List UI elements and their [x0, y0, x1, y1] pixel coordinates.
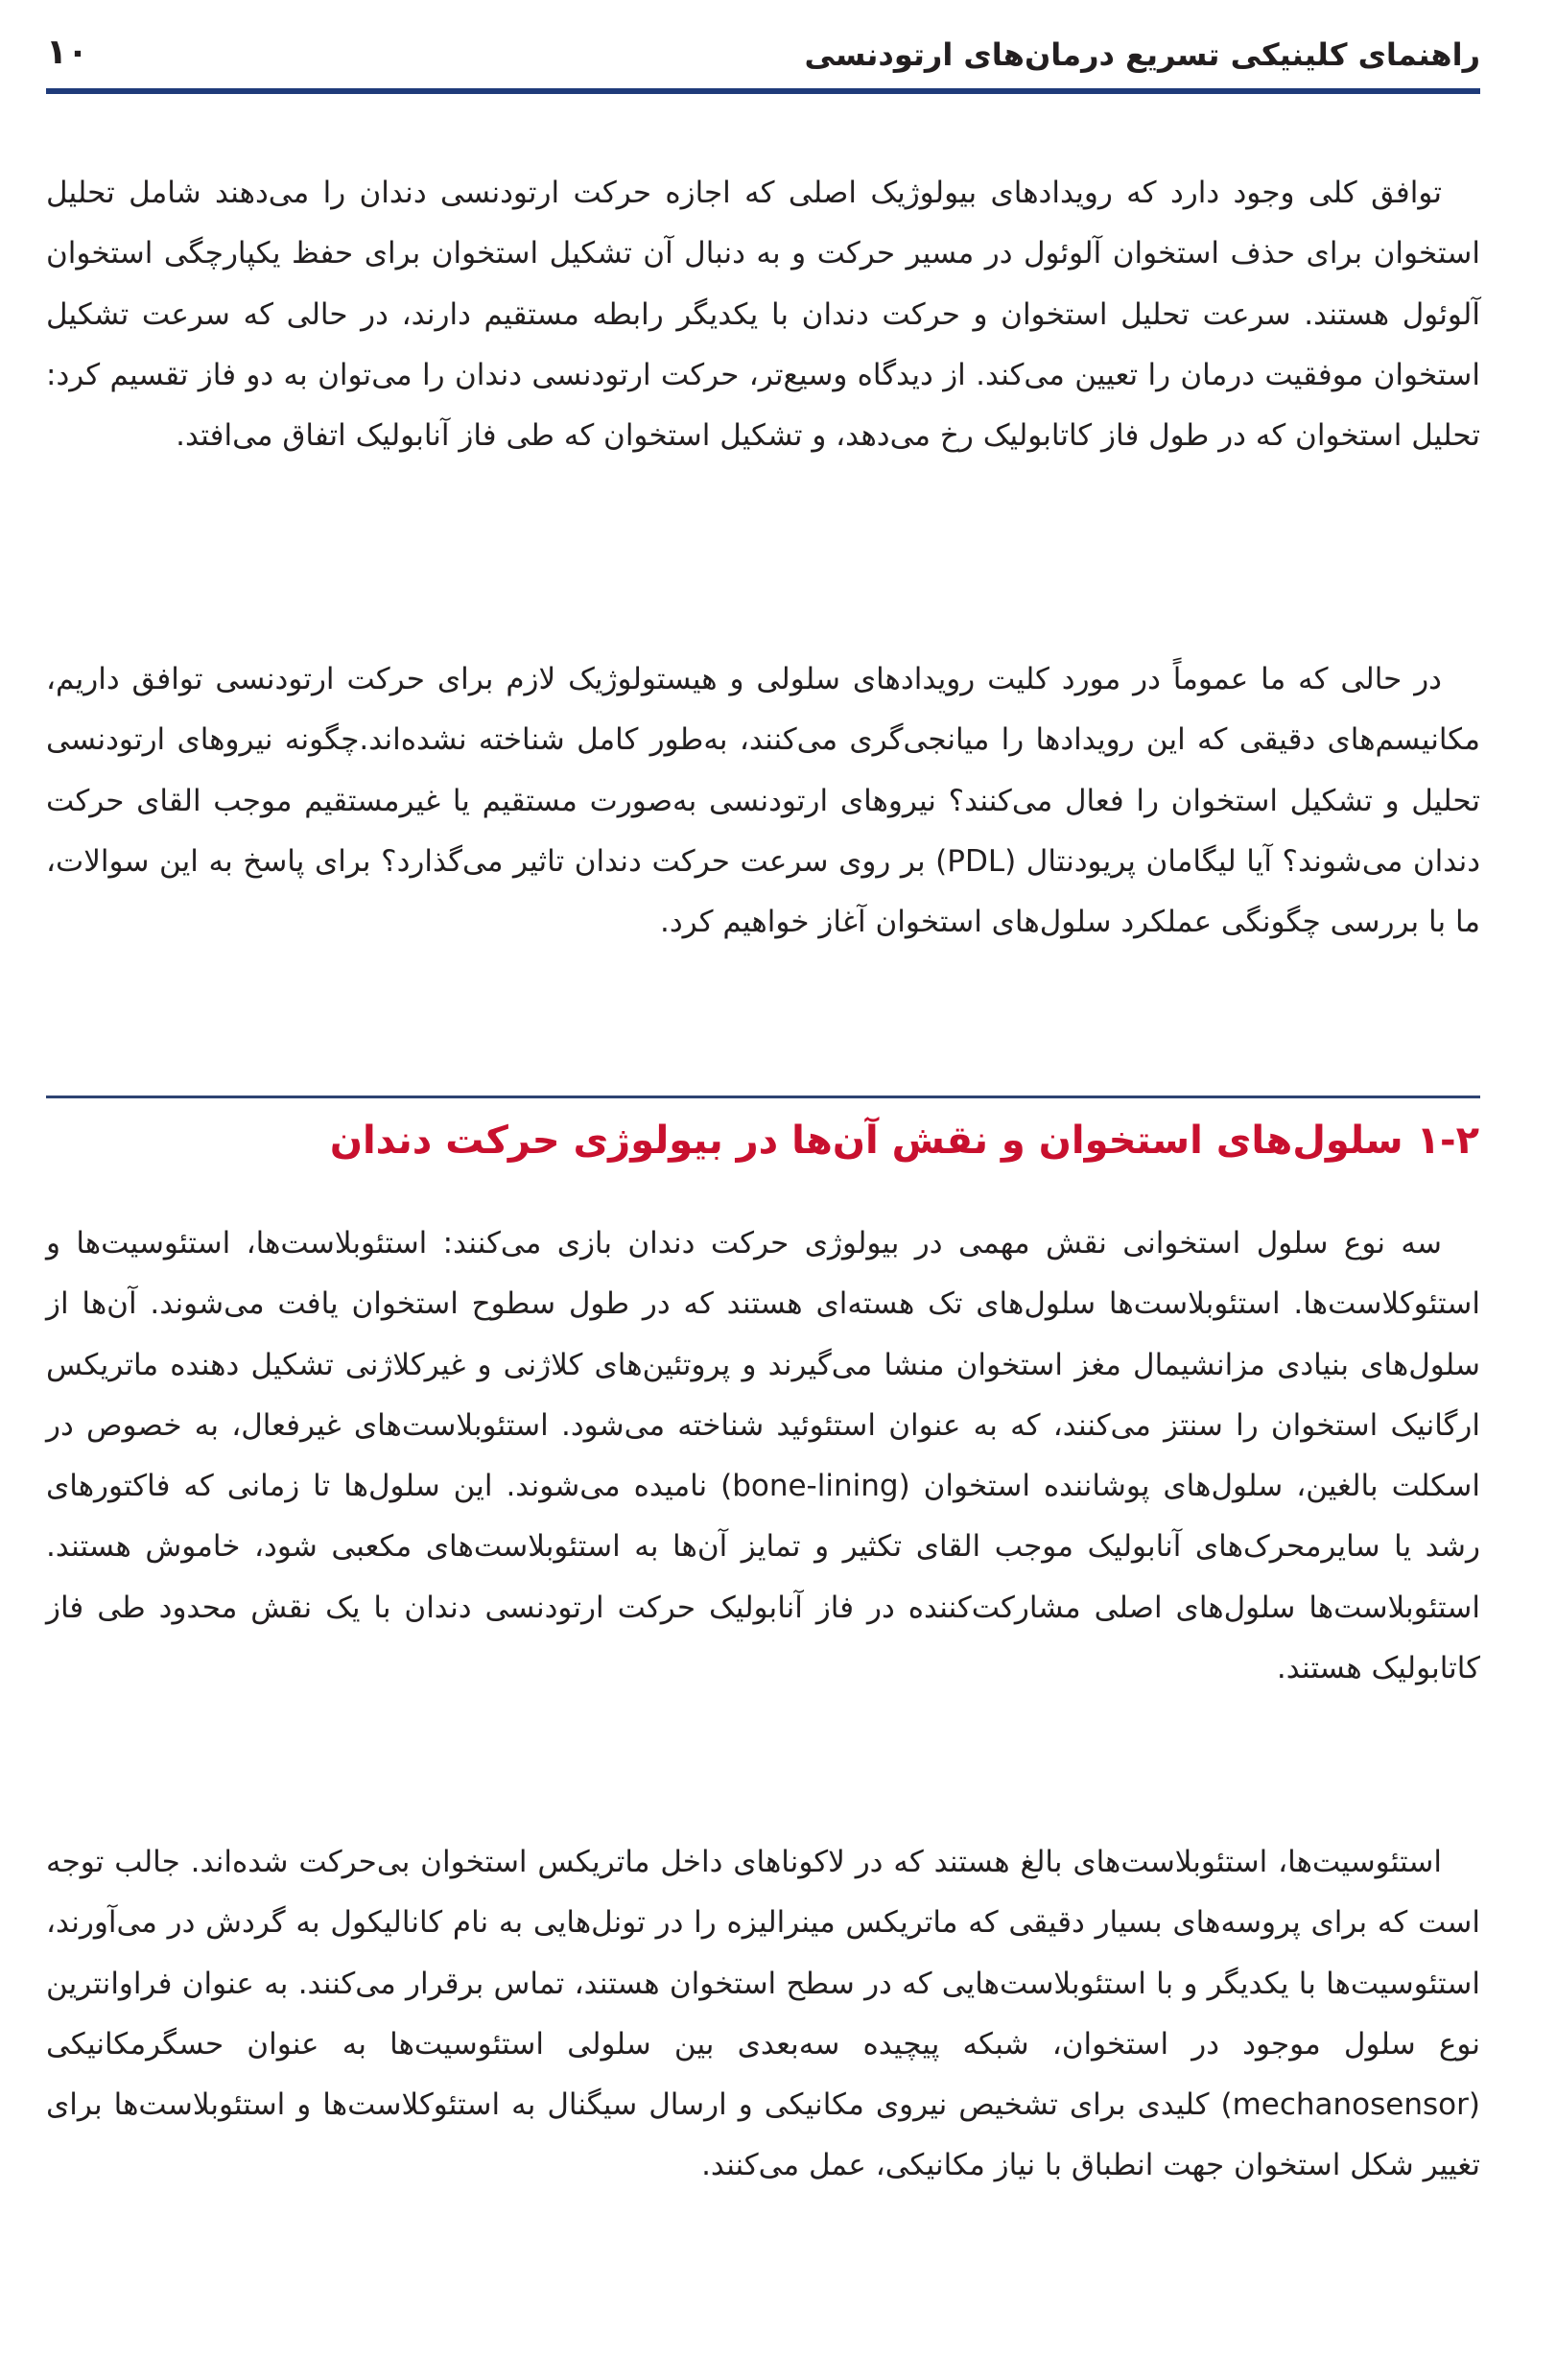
paragraph-3: سه نوع سلول استخوانی نقش مهمی در بیولوژی حرکت دندان بازی می‌کنند: استئوبلاست‌ها، استئوسیت‌ها و استئوکلاست‌ها. استئوبلاست‌ها سلول‌های تک هسته‌ای هستند که در طول سطوح استخوان یافت می‌شوند. آن‌ها از سلول‌های بنیادی مزانشیمال مغز استخوان منشا می‌گیرند و پروتئین‌های کلاژنی و غیرکلاژنی تشکیل دهنده ماتریکس ارگانیک استخوان را سنتز می‌کنند، که به عنوان استئوئید شناخته می‌شود. استئوبلاست‌های غیرفعال، به خصوص در اسکلت بالغین، سلول‌های پوشاننده استخوان (bone-lining) نامیده می‌شوند. این سلول‌ها تا زمانی که فاکتورهای رشد یا سایرمحرک‌های آنابولیک موجب القای تکثیر و تمایز آن‌ها به استئوبلاست‌های مکعبی شود، خاموش هستند. استئوبلاست‌ها سلول‌های اصلی مشارکت‌کننده در فاز آنابولیک حرکت ارتودنسی دندان با یک نقش محدود طی فاز کاتابولیک هستند.	[46, 1226, 1480, 1686]
paragraph-1-block	[46, 163, 1480, 466]
section-divider	[46, 1096, 1480, 1098]
paragraph-2: در حالی که ما عموماً در مورد کلیت رویدادهای سلولی و هیستولوژیک لازم برای حرکت ارتودنسی توافق داریم، مکانیسم‌های دقیقی که این رویدادها را میانجی‌گری می‌کنند، به‌طور کامل شناخته نشده‌اند.چگونه نیروهای ارتودنسی تحلیل و تشکیل استخوان را فعال می‌کنند؟ نیروهای ارتودنسی به‌صورت مستقیم یا غیرمستقیم موجب القای حرکت دندان می‌شوند؟ آیا لیگامان پریودنتال (PDL) بر روی سرعت حرکت دندان تاثیر می‌گذارد؟ برای پاسخ به این سوالات، ما با بررسی چگونگی عملکرد سلول‌های استخوان آغاز خواهیم کرد.	[46, 662, 1480, 940]
paragraph-4-block	[46, 1832, 1480, 2197]
running-title: راهنمای کلینیکی تسریع درمان‌های ارتودنسی	[804, 36, 1480, 73]
paragraph-4: استئوسیت‌ها، استئوبلاست‌های بالغ هستند که در لاکوناهای داخل ماتریکس استخوان بی‌حرکت شده‌اند. جالب توجه است که برای پروسه‌های بسیار دقیقی که ماتریکس مینرالیزه را در تونل‌هایی به نام کانالیکول به گردش در می‌آورند، استئوسیت‌ها با یکدیگر و با استئوبلاست‌هایی که در سطح استخوان هستند، تماس برقرار می‌کنند. به عنوان فراوانترین نوع سلول موجود در استخوان، شبکه پیچیده سه‌بعدی بین سلولی استئوسیت‌ها به عنوان حسگرمکانیکی (mechanosensor) کلیدی برای تشخیص نیروی مکانیکی و ارسال سیگنال به استئوکلاست‌ها و استئوبلاست‌ها برای تغییر شکل استخوان جهت انطباق با نیاز مکانیکی، عمل می‌کنند.	[46, 1845, 1480, 2183]
section-heading: ۱-۲ سلول‌های استخوان و نقش آن‌ها در بیولوژی حرکت دندان	[329, 1119, 1479, 1163]
paragraph-1: توافق کلی وجود دارد که رویدادهای بیولوژیک اصلی که اجازه حرکت ارتودنسی دندان را می‌دهند شامل تحلیل استخوان برای حذف استخوان آلوئول در مسیر حرکت و به دنبال آن تشکیل استخوان برای حفظ یکپارچگی استخوان آلوئول هستند. سرعت تحلیل استخوان و حرکت دندان با یکدیگر رابطه مستقیم دارند، در حالی که سرعت تشکیل استخوان موفقیت درمان را تعیین می‌کند. از دیدگاه وسیع‌تر، حرکت ارتودنسی دندان را می‌توان به دو فاز تقسیم کرد: تحلیل استخوان که در طول فاز کاتابولیک رخ می‌دهد، و تشکیل استخوان که طی فاز آنابولیک اتفاق می‌افتد.	[46, 176, 1480, 454]
page-number: ۱۰	[46, 33, 88, 72]
paragraph-3-block	[46, 1214, 1480, 1699]
page-header	[46, 27, 1480, 94]
header-rule	[46, 88, 1480, 94]
paragraph-2-block	[46, 649, 1480, 953]
